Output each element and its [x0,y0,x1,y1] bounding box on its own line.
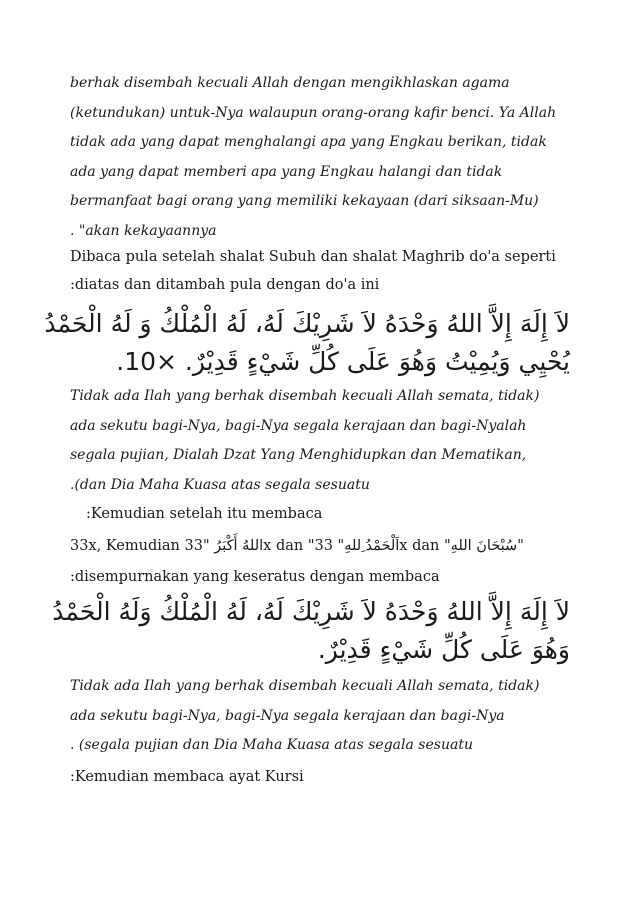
dhikr-line: 33x, Kemudian اللهُ أَكْبَرُ "33x dan "اَلْحَمْدُ ِللهِ" 33x dan "سُبْحَانَ اللهِ" [70,538,524,554]
instruction-paragraph-1 [70,243,570,299]
arabic-line: لاَ إِلَهَ إِلاَّ اللهُ وَحْدَهُ لاَ شَرِيْكَ لَهُ، لَهُ الْمُلْكُ وَ لَهُ الْحَمْدُ [44,309,570,338]
instruction-line-3: :disempurnakan yang keseratus dengan membaca [70,569,440,585]
arabic-line: لاَ إِلَهَ إِلاَّ اللهُ وَحْدَهُ لاَ شَرِيْكَ لَهُ، لَهُ الْمُلْكُ وَلَهُ الْحَمْدُ [52,597,570,626]
text-line: :diatas dan ditambah pula dengan do'a ini [70,277,380,293]
translation-paragraph-3 [70,672,570,761]
arabic-dua-1 [44,305,570,381]
text-line: ada sekutu bagi-Nya, bagi-Nya segala kerajaan dan bagi-Nyalah [70,417,527,434]
instruction-line-2: :Kemudian setelah itu membaca [86,506,323,522]
translation-paragraph-2 [70,382,570,500]
text-line: . (segala pujian dan Dia Maha Kuasa atas segala sesuatu [70,737,473,753]
text-line: ada sekutu bagi-Nya, bagi-Nya segala kerajaan dan bagi-Nya [70,707,505,724]
arabic-line: وَهُوَ عَلَى كُلِّ شَيْءٍ قَدِيْرٌ. [317,635,570,664]
text-line: .(dan Dia Maha Kuasa atas segala sesuatu [70,476,370,493]
arabic-line: يُحْيِي وَيُمِيْتُ وَهُوَ عَلَى كُلِّ شَيْءٍ قَدِيْرٌ. ×10. [116,347,570,376]
text-line: berhak disembah kecuali Allah dengan mengikhlaskan agama [70,75,510,91]
text-line: . "akan kekayaannya [70,222,217,239]
translation-paragraph-1 [70,69,570,246]
text-line: ada yang dapat memberi apa yang Engkau halangi dan tidak [70,163,503,180]
instruction-line-4: :Kemudian membaca ayat Kursi [70,769,304,785]
text-line: bermanfaat bagi orang yang memiliki kekayaan (dari siksaan-Mu) [70,193,539,209]
text-line: segala pujian, Dialah Dzat Yang Menghidupkan dan Mematikan, [70,447,527,463]
text-line: Dibaca pula setelah shalat Subuh dan shalat Maghrib do'a seperti [70,249,556,265]
text-line: (ketundukan) untuk-Nya walaupun orang-orang kafir benci. Ya Allah [70,104,557,121]
text-line: tidak ada yang dapat menghalangi apa yang Engkau berikan, tidak [70,134,547,150]
text-line: Tidak ada Ilah yang berhak disembah kecuali Allah semata, tidak) [70,678,540,694]
arabic-dua-2 [52,593,570,669]
text-line: Tidak ada Ilah yang berhak disembah kecuali Allah semata, tidak) [70,388,540,404]
